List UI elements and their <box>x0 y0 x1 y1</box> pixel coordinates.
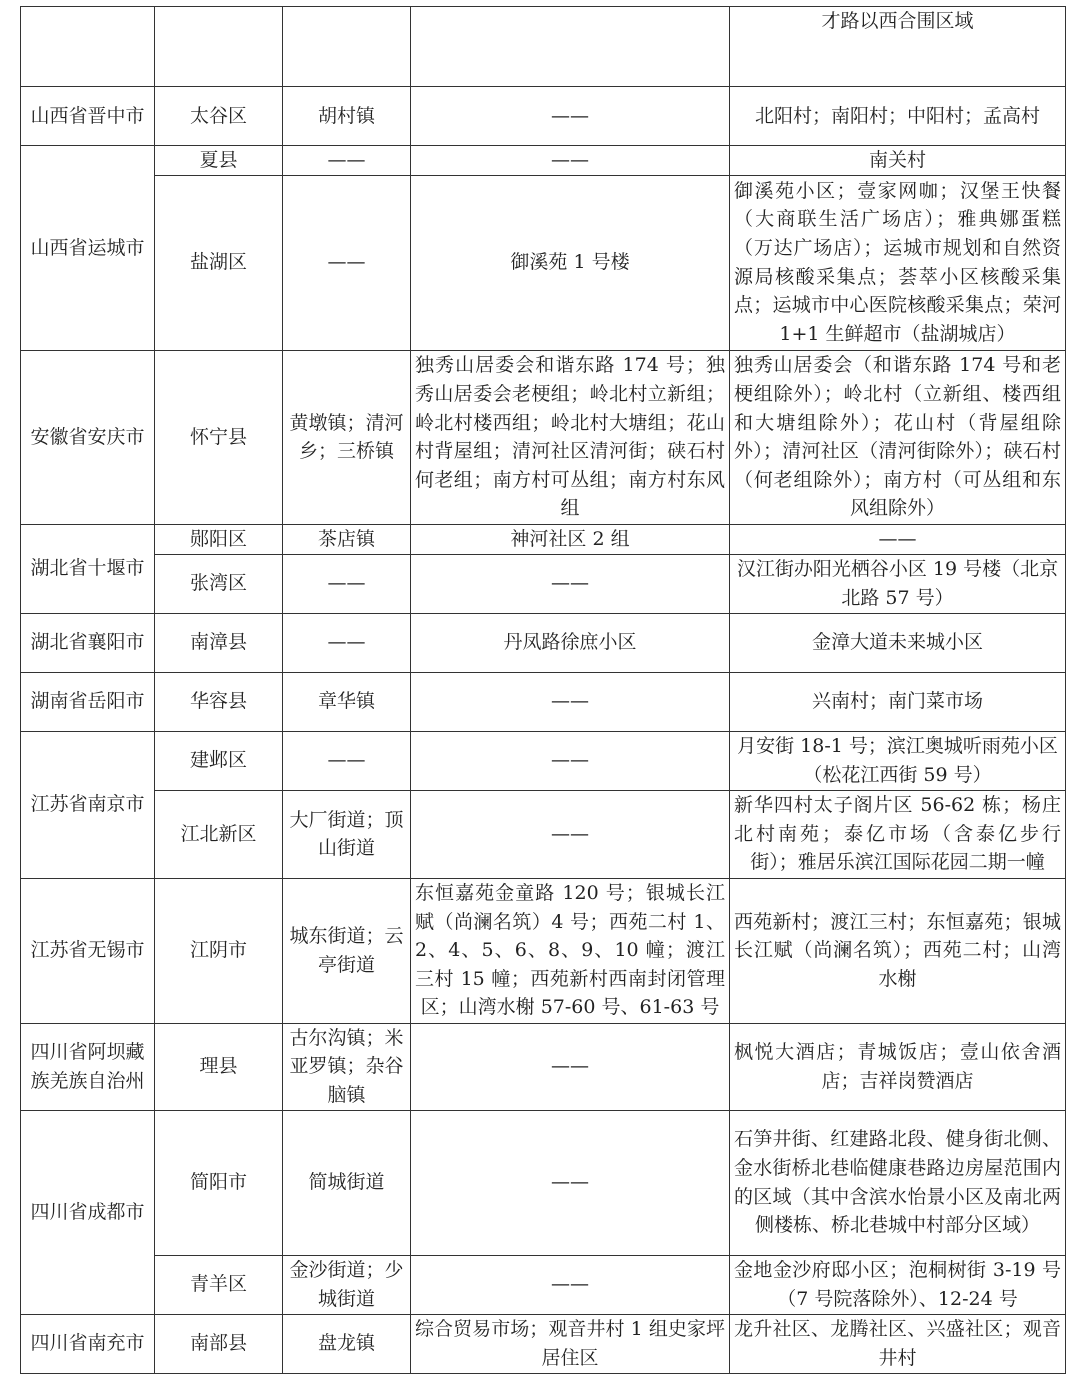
district-cell: 张湾区 <box>155 554 283 613</box>
table-row <box>21 731 1066 790</box>
table-row <box>21 146 1066 176</box>
town-cell: —— <box>283 146 411 176</box>
high-risk-cell: —— <box>411 554 730 613</box>
mid-risk-cell: 才路以西合围区域 <box>730 7 1066 87</box>
high-risk-cell: —— <box>411 790 730 878</box>
town-cell: —— <box>283 731 411 790</box>
mid-risk-cell: 金漳大道未来城小区 <box>730 613 1066 672</box>
mid-risk-cell: 独秀山居委会（和谐东路 174 号和老梗组除外）；岭北村（立新组、楼西组和大塘组除外）；花山村（背屋组除外）；清河社区（清河街除外）；硖石村（何老组除外）；南方村（可丛组和东风组除外） <box>730 350 1066 524</box>
high-risk-cell: 神河社区 2 组 <box>411 524 730 554</box>
town-cell: 城东街道；云亭街道 <box>283 878 411 1023</box>
town-cell: 胡村镇 <box>283 87 411 146</box>
high-risk-cell: 综合贸易市场；观音井村 1 组史家坪居住区 <box>411 1314 730 1373</box>
region-cell: 江苏省南京市 <box>21 731 155 878</box>
table-row <box>21 554 1066 613</box>
mid-risk-cell: —— <box>730 524 1066 554</box>
town-cell: —— <box>283 554 411 613</box>
district-cell: 理县 <box>155 1023 283 1110</box>
district-cell <box>155 7 283 87</box>
district-cell: 建邺区 <box>155 731 283 790</box>
district-cell: 盐湖区 <box>155 175 283 350</box>
region-cell <box>21 7 155 87</box>
mid-risk-cell: 御溪苑小区；壹家网咖；汉堡王快餐（大商联生活广场店）；雅典娜蛋糕（万达广场店）；运城市规划和自然资源局核酸采集点；荟萃小区核酸采集点；运城市中心医院核酸采集点；荣河 1+1 生鲜超市（盐湖城店） <box>730 175 1066 350</box>
table-row <box>21 524 1066 554</box>
table-row <box>21 175 1066 350</box>
region-cell: 湖北省十堰市 <box>21 524 155 613</box>
region-cell: 江苏省无锡市 <box>21 878 155 1023</box>
town-cell: —— <box>283 175 411 350</box>
high-risk-cell: 独秀山居委会和谐东路 174 号；独秀山居委会老梗组；岭北村立新组；岭北村楼西组；岭北村大塘组；花山村背屋组；清河社区清河街；硖石村何老组；南方村可丛组；南方村东风组 <box>411 350 730 524</box>
mid-risk-cell: 北阳村；南阳村；中阳村；孟高村 <box>730 87 1066 146</box>
district-cell: 南部县 <box>155 1314 283 1373</box>
high-risk-cell: —— <box>411 146 730 176</box>
high-risk-cell: —— <box>411 672 730 731</box>
table-row <box>21 350 1066 524</box>
table-row <box>21 1255 1066 1314</box>
mid-risk-cell: 石笋井街、红建路北段、健身街北侧、金水街桥北巷临健康巷路边房屋范围内的区域（其中含滨水怡景小区及南北两侧楼栋、桥北巷城中村部分区域） <box>730 1110 1066 1255</box>
town-cell: 简城街道 <box>283 1110 411 1255</box>
high-risk-cell: —— <box>411 1110 730 1255</box>
mid-risk-cell: 枫悦大酒店；青城饭店；壹山依舍酒店；吉祥岗赞酒店 <box>730 1023 1066 1110</box>
district-cell: 夏县 <box>155 146 283 176</box>
region-cell: 湖南省岳阳市 <box>21 672 155 731</box>
district-cell: 怀宁县 <box>155 350 283 524</box>
mid-risk-cell: 西苑新村；渡江三村；东恒嘉苑；银城长江赋（尚澜名筑）；西苑二村；山湾水榭 <box>730 878 1066 1023</box>
district-cell: 华容县 <box>155 672 283 731</box>
table-row <box>21 7 1066 87</box>
table-row <box>21 1110 1066 1255</box>
high-risk-cell: —— <box>411 731 730 790</box>
mid-risk-cell: 金地金沙府邸小区；泡桐树街 3-19 号（7 号院落除外）、12-24 号 <box>730 1255 1066 1314</box>
district-cell: 南漳县 <box>155 613 283 672</box>
mid-risk-cell: 兴南村；南门菜市场 <box>730 672 1066 731</box>
table-row <box>21 878 1066 1023</box>
mid-risk-cell: 龙升社区、龙腾社区、兴盛社区；观音井村 <box>730 1314 1066 1373</box>
town-cell: —— <box>283 613 411 672</box>
town-cell: 盘龙镇 <box>283 1314 411 1373</box>
table-row <box>21 672 1066 731</box>
mid-risk-cell: 南关村 <box>730 146 1066 176</box>
high-risk-cell: —— <box>411 87 730 146</box>
region-cell: 山西省运城市 <box>21 146 155 351</box>
high-risk-cell: 御溪苑 1 号楼 <box>411 175 730 350</box>
region-cell: 湖北省襄阳市 <box>21 613 155 672</box>
table-row <box>21 613 1066 672</box>
region-cell: 四川省阿坝藏族羌族自治州 <box>21 1023 155 1110</box>
town-cell: 茶店镇 <box>283 524 411 554</box>
district-cell: 太谷区 <box>155 87 283 146</box>
town-cell: 古尔沟镇；米亚罗镇；杂谷脑镇 <box>283 1023 411 1110</box>
mid-risk-cell: 月安街 18-1 号；滨江奥城听雨苑小区（松花江西街 59 号） <box>730 731 1066 790</box>
high-risk-cell <box>411 7 730 87</box>
district-cell: 简阳市 <box>155 1110 283 1255</box>
mid-risk-cell: 新华四村太子阁片区 56-62 栋；杨庄北村南苑；泰亿市场（含泰亿步行街）；雅居乐滨江国际花园二期一幢 <box>730 790 1066 878</box>
district-cell: 江阴市 <box>155 878 283 1023</box>
region-cell: 四川省成都市 <box>21 1110 155 1314</box>
district-cell: 郧阳区 <box>155 524 283 554</box>
region-cell: 安徽省安庆市 <box>21 350 155 524</box>
mid-risk-cell: 汉江街办阳光栖谷小区 19 号楼（北京北路 57 号） <box>730 554 1066 613</box>
table-row <box>21 1023 1066 1110</box>
town-cell: 大厂街道；顶山街道 <box>283 790 411 878</box>
region-cell: 山西省晋中市 <box>21 87 155 146</box>
risk-area-table <box>20 6 1066 1374</box>
high-risk-cell: 丹凤路徐庶小区 <box>411 613 730 672</box>
region-cell: 四川省南充市 <box>21 1314 155 1373</box>
high-risk-cell: —— <box>411 1023 730 1110</box>
table-row <box>21 87 1066 146</box>
town-cell: 章华镇 <box>283 672 411 731</box>
high-risk-cell: —— <box>411 1255 730 1314</box>
town-cell: 黄墩镇；清河乡；三桥镇 <box>283 350 411 524</box>
town-cell: 金沙街道；少城街道 <box>283 1255 411 1314</box>
table-row <box>21 1314 1066 1373</box>
district-cell: 青羊区 <box>155 1255 283 1314</box>
district-cell: 江北新区 <box>155 790 283 878</box>
high-risk-cell: 东恒嘉苑金童路 120 号；银城长江赋（尚澜名筑）4 号；西苑二村 1、2、4、5、6、8、9、10 幢；渡江三村 15 幢；西苑新村西南封闭管理区；山湾水榭 57-60 号、61-63 号 <box>411 878 730 1023</box>
table-row <box>21 790 1066 878</box>
town-cell <box>283 7 411 87</box>
